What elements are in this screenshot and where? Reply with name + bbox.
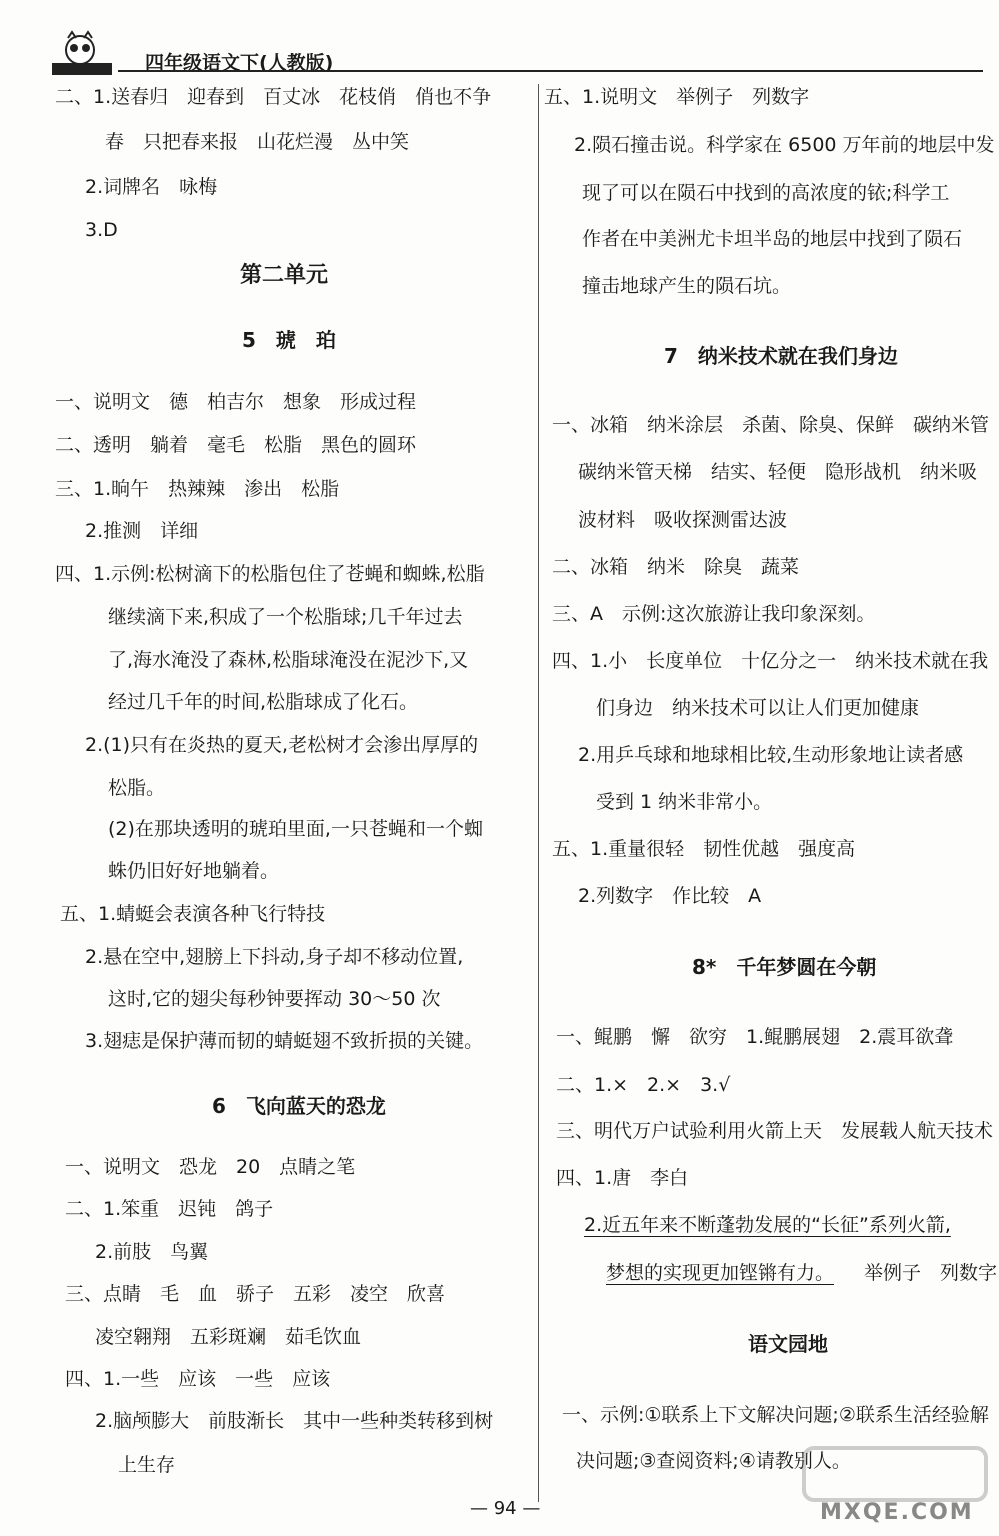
answer-line: 一、说明文 德 柏吉尔 想象 形成过程 [55, 391, 417, 413]
answer-line: 三、明代万户试验利用火箭上天 发展载人航天技术 [556, 1120, 994, 1142]
answer-line: 一、鲲鹏 懈 欲穷 1.鲲鹏展翅 2.震耳欲聋 [556, 1026, 954, 1048]
answer-line: 五、1.说明文 举例子 列数字 [544, 86, 810, 108]
answer-line: 经过几千年的时间,松脂球成了化石。 [108, 691, 419, 713]
answer-line: 三、点睛 毛 血 骄子 五彩 凌空 欣喜 [65, 1283, 446, 1305]
answer-line: 2.悬在空中,翅膀上下抖动,身子却不移动位置, [85, 946, 464, 968]
lesson-heading: 7 纳米技术就在我们身边 [664, 344, 898, 368]
answer-line: 上生存 [118, 1454, 176, 1476]
answer-line: 2.词牌名 咏梅 [85, 176, 218, 198]
answer-line: 2.推测 详细 [85, 520, 199, 542]
page-number: — 94 — [470, 1498, 541, 1519]
answer-line-underlined: 梦想的实现更加铿锵有力。 [606, 1262, 835, 1284]
answer-line: 凌空翱翔 五彩斑斓 茹毛饮血 [95, 1326, 362, 1348]
answer-line: 碳纳米管天梯 结实、轻便 隐形战机 纳米吸 [578, 461, 978, 483]
answer-line: 2.脑颅膨大 前肢渐长 其中一些种类转移到树 [95, 1410, 494, 1432]
answer-line: 四、1.一些 应该 一些 应该 [65, 1368, 331, 1390]
answer-line: 二、1.× 2.× 3.√ [556, 1074, 731, 1096]
answer-line: 举例子 列数字 [864, 1262, 998, 1284]
answer-line: 波材料 吸收探测雷达波 [578, 509, 788, 531]
answer-line: 继续滴下来,积成了一个松脂球;几千年过去 [108, 606, 463, 628]
answer-line: 五、1.蜻蜓会表演各种飞行特技 [60, 903, 326, 925]
answer-line: 这时,它的翅尖每秒钟要挥动 30～50 次 [108, 988, 441, 1010]
right-column [540, 0, 999, 1536]
answer-line: 五、1.重量很轻 韧性优越 强度高 [552, 838, 856, 860]
answer-line: 2.列数字 作比较 A [578, 885, 762, 907]
answer-line: 决问题;③查阅资料;④请教别人。 [576, 1450, 851, 1472]
answer-line: 春 只把春来报 山花烂漫 丛中笑 [105, 131, 410, 153]
answer-line: 一、说明文 恐龙 20 点睛之笔 [65, 1156, 356, 1178]
answer-line: 一、示例:①联系上下文解决问题;②联系生活经验解 [562, 1404, 989, 1426]
answer-line: 二、1.笨重 迟钝 鸽子 [65, 1198, 274, 1220]
answer-line: 三、1.晌午 热辣辣 渗出 松脂 [55, 478, 340, 500]
answer-line: 四、1.唐 李白 [556, 1167, 689, 1189]
answer-line: 3.D [85, 219, 118, 241]
watermark-text: MXQE.COM [820, 1500, 974, 1525]
answer-line: 四、1.小 长度单位 十亿分之一 纳米技术就在我 [552, 650, 989, 672]
answer-line: 三、A 示例:这次旅游让我印象深刻。 [552, 603, 876, 625]
lesson-heading: 5 琥 珀 [242, 328, 336, 352]
answer-line: 二、冰箱 纳米 除臭 蔬菜 [552, 556, 800, 578]
book-title: 四年级语文下(人教版) [145, 52, 334, 74]
column-divider [538, 84, 539, 1502]
answer-line: 2.(1)只有在炎热的夏天,老松树才会渗出厚厚的 [85, 734, 479, 756]
answer-line: 松脂。 [108, 777, 166, 799]
answer-line: 了,海水淹没了森林,松脂球淹没在泥沙下,又 [108, 649, 469, 671]
answer-line: 2.陨石撞击说。科学家在 6500 万年前的地层中发 [574, 134, 995, 156]
answer-line: 二、透明 躺着 毫毛 松脂 黑色的圆环 [55, 434, 417, 456]
lesson-heading: 6 飞向蓝天的恐龙 [212, 1094, 386, 1118]
answer-line: 2.用乒乓球和地球相比较,生动形象地让读者感 [578, 744, 964, 766]
answer-line: 2.前肢 鸟翼 [95, 1241, 209, 1263]
answer-line: 蛛仍旧好好地躺着。 [108, 860, 280, 882]
unit-heading: 第二单元 [240, 263, 329, 288]
answer-line: 们身边 纳米技术可以让人们更加健康 [596, 697, 920, 719]
answer-line-underlined: 2.近五年来不断蓬勃发展的“长征”系列火箭, [584, 1214, 951, 1236]
answer-line: 现了可以在陨石中找到的高浓度的铱;科学工 [582, 182, 950, 204]
answer-line: 四、1.示例:松树滴下的松脂包住了苍蝇和蜘蛛,松脂 [55, 563, 485, 585]
answer-line: 3.翅痣是保护薄而韧的蜻蜓翅不致折损的关键。 [85, 1030, 484, 1052]
answer-line: 作者在中美洲尤卡坦半岛的地层中找到了陨石 [582, 228, 963, 250]
answer-line: 受到 1 纳米非常小。 [596, 791, 773, 813]
answer-line: 撞击地球产生的陨石坑。 [582, 275, 792, 297]
answer-line: 一、冰箱 纳米涂层 杀菌、除臭、保鲜 碳纳米管 [552, 414, 990, 436]
answer-line: 二、1.送春归 迎春到 百丈冰 花枝俏 俏也不争 [55, 86, 492, 108]
lesson-heading: 8* 千年梦圆在今朝 [692, 955, 877, 979]
section-heading: 语文园地 [748, 1332, 828, 1356]
answer-line: (2)在那块透明的琥珀里面,一只苍蝇和一个蜘 [108, 818, 483, 840]
